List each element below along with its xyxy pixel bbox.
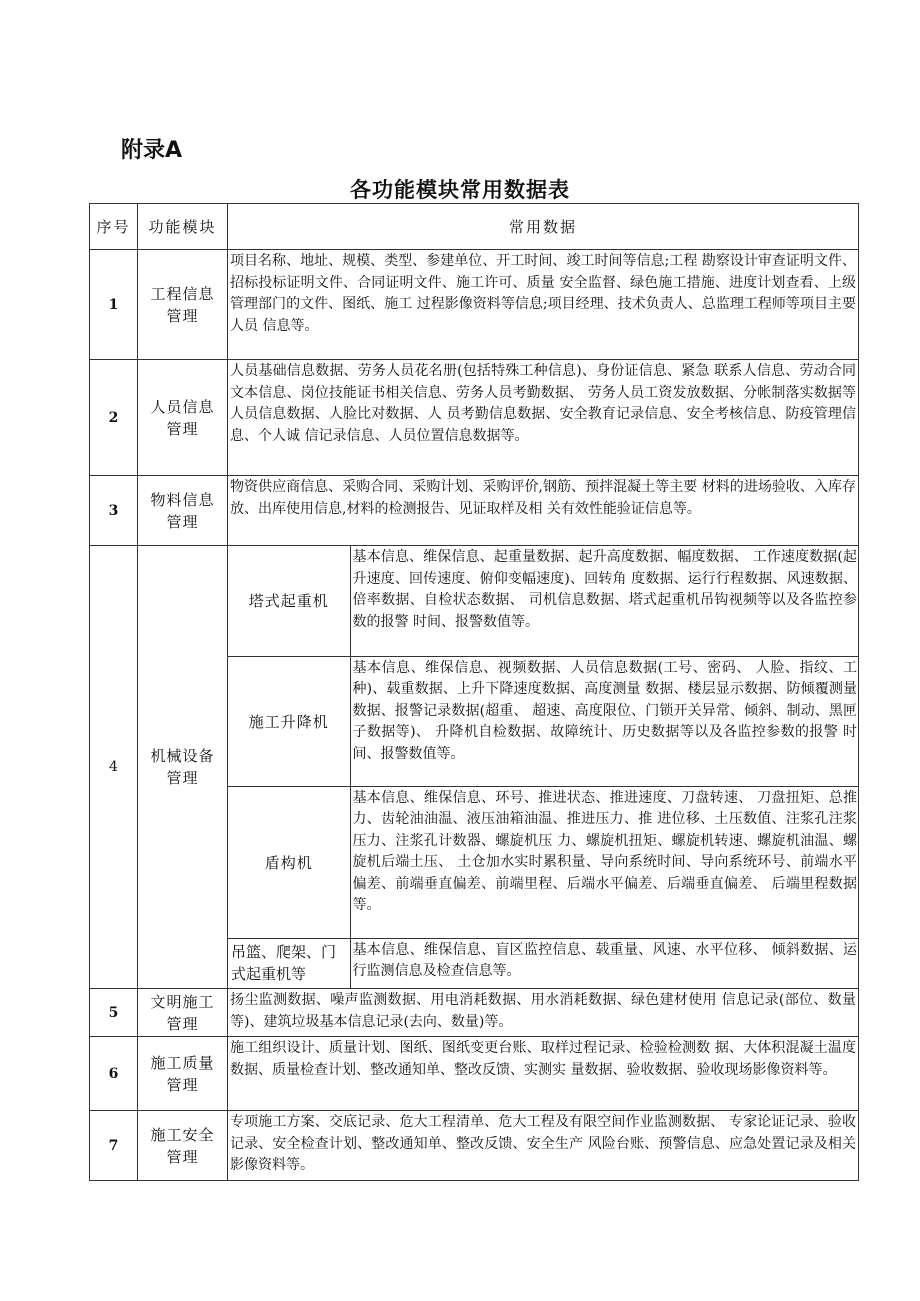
row-number: 6 [90,1037,138,1111]
table-title: 各功能模块常用数据表 [350,178,570,202]
row-number: 4 [90,546,138,989]
sub-equipment-data: 基本信息、维保信息、起重量数据、起升高度数据、幅度数据、 工作速度数据(起升速度、回传速度、俯仰变幅速度)、回转角 度数据、运行行程数据、风速数据、倍率数据、自检状态数据、 司机信息数据、塔式起重机吊钩视频等以及各监控参数的报警 时间、报警数值等。 [350,546,859,656]
table-row [90,476,859,546]
row-number: 1 [90,250,138,360]
appendix-label: 附录A [121,138,183,163]
row-number: 7 [90,1111,138,1181]
sub-row [228,656,859,786]
header-row [90,204,859,250]
row-module: 文明施工管理 [138,989,228,1037]
header-data: 常用数据 [228,204,859,250]
row-module: 人员信息管理 [138,360,228,476]
machinery-subtable-cell [228,546,859,989]
header-no: 序号 [90,204,138,250]
sub-equipment-name: 施工升降机 [228,656,350,786]
sub-equipment-data: 基本信息、维保信息、环号、推进状态、推进速度、刀盘转速、 刀盘扭矩、总推力、齿轮油油温、液压油箱油温、推进压力、推 进位移、土压数值、注浆孔注浆压力、注浆孔计数器、螺旋机压 力、螺旋机扭矩、螺旋机转速、螺旋机油温、螺旋机后端土压、 土仓加水实时累积量、导向系统时间、导向系统环号、前端水平 偏差、前端垂直偏差、前端里程、后端水平偏差、后端垂直偏差、 后端里程数据等。 [350,786,859,938]
table-row [90,1037,859,1111]
row-data: 施工组织设计、质量计划、图纸、图纸变更台账、取样过程记录、检验检测数 据、大体积混凝土温度数据、质量检查计划、整改通知单、整改反馈、实测实 量数据、验收数据、验收现场影像资料等。 [228,1037,859,1111]
row-data: 人员基础信息数据、劳务人员花名册(包括特殊工种信息)、身份证信息、紧急 联系人信息、劳动合同文本信息、岗位技能证书相关信息、劳务人员考勤数据、 劳务人员工资发放数据、分帐制落实数据等人员信息数据、人脸比对数据、人 员考勤信息数据、安全教育记录信息、安全考核信息、防疫管理信息、个人诚 信记录信息、人员位置信息数据等。 [228,360,859,476]
row-number: 3 [90,476,138,546]
table-row [90,250,859,360]
table-row [90,546,859,989]
table-row [90,360,859,476]
row-module: 物料信息管理 [138,476,228,546]
row-number: 5 [90,989,138,1037]
sub-equipment-data: 基本信息、维保信息、盲区监控信息、载重量、风速、水平位移、 倾斜数据、运行监测信息及检查信息等。 [352,941,857,979]
row-number: 2 [90,360,138,476]
sub-row [228,786,859,938]
sub-equipment-name: 盾构机 [228,786,350,938]
row-data: 扬尘监测数据、噪声监测数据、用电消耗数据、用水消耗数据、绿色建材使用 信息记录(部位、数量等)、建筑垃圾基本信息记录(去向、数量)等。 [228,989,859,1037]
row-data: 项目名称、地址、规模、类型、参建单位、开工时间、竣工时间等信息;工程 勘察设计审查证明文件、招标投标证明文件、合同证明文件、施工许可、质量 安全监督、绿色施工措施、进度计划查看、上级管理部门的文件、图纸、施工 过程影像资料等信息;项目经理、技术负责人、总监理工程师等项目主要人员 信息等。 [228,250,859,360]
sub-equipment-name: 吊篮、爬架、门式起重机等 [228,938,350,988]
row-module: 施工质量管理 [138,1037,228,1111]
row-module: 机械设备管理 [138,546,228,989]
machinery-subtable [228,546,859,988]
table-row [90,989,859,1037]
row-data: 物资供应商信息、采购合同、采购计划、采购评价,钢筋、预拌混凝土等主要 材料的进场验收、入库存放、出库使用信息,材料的检测报告、见证取样及相 关有效性能验证信息等。 [228,476,859,546]
sub-equipment-data: 基本信息、维保信息、视频数据、人员信息数据(工号、密码、 人脸、指纹、工种)、载重数据、上升下降速度数据、高度测量 数据、楼层显示数据、防倾覆测量数据、报警记录数据(超重、 超速、高度限位、门锁开关异常、倾斜、制动、黑匣子数据等)、 升降机自检数据、故障统计、历史数据等以及各监控参数的报警 时间、报警数值等。 [350,656,859,786]
sub-row [228,938,859,988]
data-table [89,203,859,1181]
table-row [90,1111,859,1181]
row-data: 专项施工方案、交底记录、危大工程清单、危大工程及有限空间作业监测数据、 专家论证记录、验收记录、安全检查计划、整改通知单、整改反馈、安全生产 风险台账、预警信息、应急处置记录及相关影像资料等。 [228,1111,859,1181]
sub-row [228,546,859,656]
header-module: 功能模块 [138,204,228,250]
row-module: 施工安全管理 [138,1111,228,1181]
row-module: 工程信息管理 [138,250,228,360]
sub-equipment-name: 塔式起重机 [228,546,350,656]
